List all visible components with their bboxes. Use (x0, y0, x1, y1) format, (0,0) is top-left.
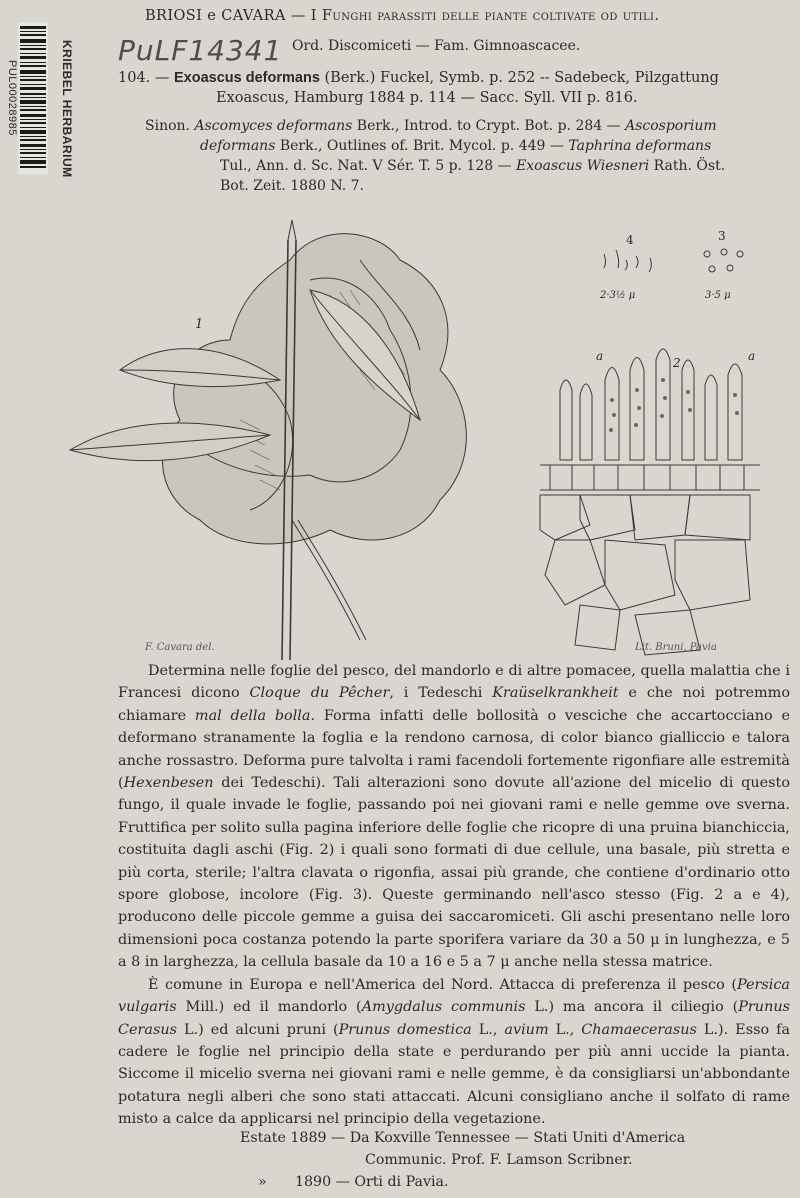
fig-2-number: 2 (673, 356, 681, 370)
synonym-citation: Rath. Öst. (653, 158, 726, 174)
species-name: Exoascus deformans (174, 70, 320, 86)
botanical-illustration (60, 220, 780, 660)
synonym-name: Ascosporium (625, 118, 717, 134)
fig-1-number: 1 (195, 317, 204, 332)
credit-delineator: F. Cavara del. (145, 642, 215, 653)
text-run: Determina nelle foglie del pesco, del mandorlo e di altre pomacee, quella malattia che i Francesi dicono (118, 663, 790, 702)
order-line: Ord. Discomiceti — Fam. Gimnoascacee. (292, 38, 581, 54)
entry-line-1: 104. — Exoascus deformans (Berk.) Fuckel, Symb. p. 252 -- Sadebeck, Pilzgattung (118, 70, 719, 86)
text-run: L.) ma ancora il ciliegio ( (525, 999, 739, 1016)
synonym-label: Sinon. (145, 118, 190, 134)
fig-3-number: 3 (718, 229, 726, 243)
synonym-name: Ascomyces deformans (194, 118, 353, 134)
entry-line-2: Exoascus, Hamburg 1884 p. 114 — Sacc. Syll. VII p. 816. (216, 90, 638, 106)
entry-citation: (Berk.) Fuckel, Symb. p. 252 -- Sadebeck, Pilzgattung (324, 70, 719, 86)
synonym-citation: Berk., Introd. to Crypt. Bot. p. 284 — (356, 118, 621, 134)
text-run: L., (548, 1021, 582, 1038)
synonym-name: Taphrina deformans (568, 138, 712, 154)
text-run-italic: Kraüselkrankheit (492, 685, 619, 702)
fig-4-scale: 2·3½ μ (600, 290, 636, 301)
fig-3-scale: 3·5 μ (705, 290, 731, 301)
text-run: . Forma infatti delle bollosità o vesciche che accartocciano e deformano stranamente la foglia e la rendono carnosa, di color bianco gialliccio e talora anche rossastro. Deforma pure talvolta i rami facendoli fortemente rigonfiare alle estremità ( (118, 707, 790, 792)
running-header (145, 8, 659, 24)
text-run: , i Tedeschi (389, 685, 493, 702)
text-run-italic: Prunus Cerasus (118, 999, 790, 1038)
synonym-citation: Tul., Ann. d. Sc. Nat. V Sér. T. 5 p. 128 — (220, 158, 512, 174)
paragraph-2 (118, 974, 790, 1131)
synonym-line-2 (200, 138, 711, 154)
header-authors: BRIOSI e CAVARA (145, 8, 286, 24)
peach-leaf-drawing (70, 220, 466, 660)
text-run: e che noi potremmo chiamare (118, 685, 790, 724)
text-run: L.) ed alcuni pruni ( (177, 1021, 339, 1038)
locality-line-3: 1890 — Orti di Pavia. (295, 1174, 449, 1190)
text-run: L.). Esso fa cadere le foglie nel principio della state e perdurando per più anni uccide la pianta. Siccome il micelio sverna nei giovani rami e nelle gemme, è da consigliarsi un'abbondante potatura negli alberi che sono stati attaccati. Alcuni consigliano anche il solfato di rame misto a calce da applicarsi nel principio della vegetazione. (118, 1021, 790, 1128)
synonym-name: Exoascus Wiesneri (516, 158, 650, 174)
barcode-number: PUL00028985 (6, 60, 18, 136)
synonym-citation: Berk., Outlines of. Brit. Mycol. p. 449 — (279, 138, 564, 154)
synonym-name: deformans (200, 138, 276, 154)
synonym-line-1 (145, 118, 717, 134)
spore-figures (604, 249, 743, 272)
synonym-line-4: Bot. Zeit. 1880 N. 7. (220, 178, 364, 194)
text-run-italic: Persica vulgaris (118, 976, 790, 1016)
text-run: L., (471, 1021, 505, 1038)
text-run: dei Tedeschi). Tali alterazioni sono dovute all'azione del micelio di questo fungo, il quale invade le foglie, passando poi nei giovani rami e nelle gemme ove sverna. Fruttifica per solito sulla pagina inferiore delle foglie che ricopre di una pruina bianchiccia, costituita dagli aschi (Fig. 2) i quali sono formati di due cellule, una basale, più stretta e più corta, sterile; l'altra clavata o rigonfia, assai più grande, che contiene d'ordinario otto spore globose, incolore (Fig. 3). Queste germinando nell'asco stesso (Fig. 2 a e 4), producono delle piccole gemme a guisa dei saccaromiceti. Gli aschi presentano nelle loro dimensioni poca costanza potendo la parte sporifera variare da 30 a 50 μ in lunghezza, e 5 a 8 in larghezza, la cellula basale da 10 a 16 e 5 a 7 μ anche nella stessa matrice. (118, 775, 790, 971)
synonym-line-3 (220, 158, 725, 174)
description-text (118, 660, 790, 1131)
locality-line-1: Estate 1889 — Da Koxville Tennessee — Stati Uniti d'America (240, 1130, 686, 1146)
locality-ditto-mark: » (258, 1174, 267, 1190)
paragraph-1 (118, 660, 790, 974)
header-series: — I Funghi parassiti delle piante coltivate od utili. (290, 8, 660, 24)
text-run-italic: Amygdalus communis (361, 999, 526, 1016)
text-run-italic: avium (504, 1021, 549, 1038)
text-run-italic: mal della bolla (194, 707, 311, 724)
text-run-italic: Prunus domestica (338, 1021, 472, 1038)
credit-lithographer: Lit. Bruni, Pavia (635, 642, 717, 653)
text-run: Mill.) ed il mandorlo ( (176, 999, 362, 1016)
asci-section-drawing (540, 349, 760, 655)
text-run-italic: Hexenbesen (123, 775, 214, 792)
text-run-italic: Cloque du Pêcher (249, 685, 390, 702)
label-a-left: a (596, 349, 604, 363)
label-a-right: a (748, 349, 756, 363)
accession-number: PuLF14341 (118, 34, 283, 67)
fig-4-number: 4 (626, 233, 634, 247)
entry-number: 104. (118, 70, 151, 86)
barcode (18, 22, 48, 174)
text-run-italic: Chamaecerasus (581, 1021, 697, 1038)
text-run: È comune in Europa e nell'America del Nord. Attacca di preferenza il pesco ( (148, 976, 737, 993)
locality-line-2: Communic. Prof. F. Lamson Scribner. (365, 1152, 633, 1168)
herbarium-label: KRIEBEL HERBARIUM (60, 40, 74, 178)
